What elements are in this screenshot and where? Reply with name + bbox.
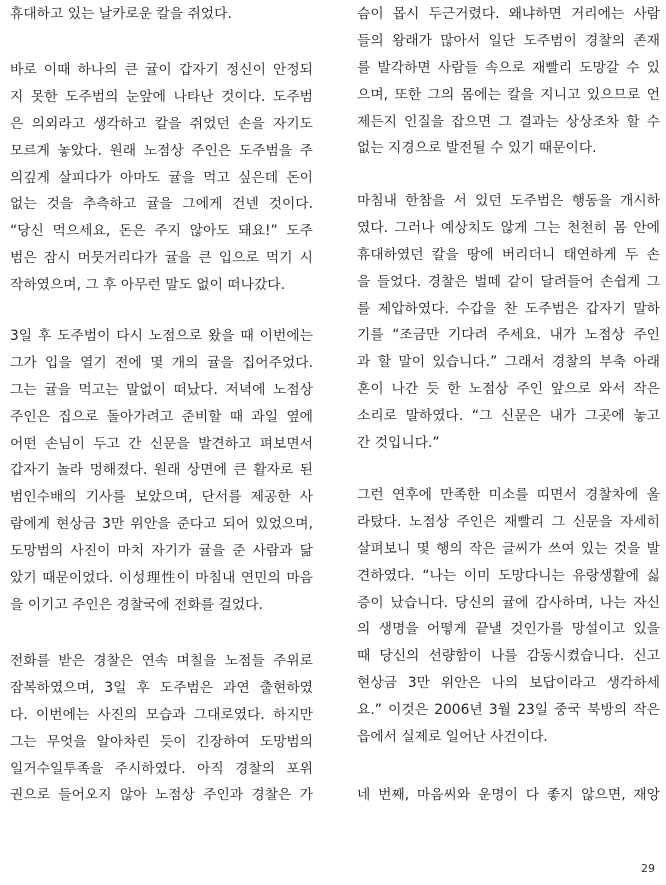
text-line: 요.” 이것은 2006년 3월 23일 중국 북방의 작은 (357, 702, 660, 719)
text-line: 일거수일투족을 주시하였다. 아직 경찰의 포위 (10, 760, 313, 777)
paragraph (10, 1, 313, 28)
text-line: 은 의외라고 생각하고 칼을 쥐었던 손을 자기도 (10, 115, 313, 132)
text-line: 그가 입을 열기 전에 몇 개의 귤을 집어주었다. (10, 354, 313, 371)
text-line: 전화를 받은 경찰은 연속 며칠을 노점들 주위로 (10, 653, 313, 669)
text-line: 소리로 말하였다. “그 신문은 내가 그곳에 놓고 (357, 408, 660, 425)
text-line: 혼이 나간 듯 한 노점상 주인 앞으로 와서 작은 (357, 381, 660, 398)
text-line: 람에게 현상금 3만 위안을 준다고 되어 있었으며, (10, 516, 313, 533)
text-line: 았기 때문이었다. 이성理性이 마침내 연민의 마음 (10, 570, 313, 587)
text-line: 지 못한 도주범의 눈앞에 나타난 것이다. 도주범 (10, 88, 313, 105)
paragraph (357, 482, 660, 751)
text-line: 잠복하였으며, 3일 후 도주범은 과연 출현하였 (10, 679, 313, 696)
text-line: 때 당신의 선량함이 나를 감동시켰습니다. 신고 (357, 648, 660, 665)
text-line: 다. 이번에는 사진의 모습과 그대로였다. 하지만 (10, 706, 313, 723)
text-line: 작하였으며, 그 후 아무런 말도 없이 떠나갔다. (10, 277, 285, 294)
text-line: 3일 후 도주범이 다시 노점으로 왔을 때 이번에는 (10, 328, 313, 344)
text-line: 견하였다. “나는 이미 도망다니는 유랑생활에 싫 (357, 567, 660, 584)
paragraph (10, 648, 313, 809)
text-line: 를 발각하면 사람들 속으로 재빨리 도망갈 수 있 (357, 59, 660, 76)
right-column (357, 0, 660, 820)
text-line: 주인은 집으로 돌아가려고 준비할 때 과일 옆에 (10, 408, 313, 425)
text-line: 권으로 들어오지 않아 노점상 주인과 경찰은 가 (10, 787, 313, 804)
paragraph (357, 188, 660, 457)
text-line: 현상금 3만 위안은 나의 보답이라고 생각하세 (357, 675, 660, 692)
text-line: 그는 귤을 먹고는 말없이 떠났다. 저녁에 노점상 (10, 381, 313, 398)
text-line: 모르게 놓았다. 원래 노점상 주인은 도주범을 주 (10, 142, 313, 159)
text-line: 어떤 손님이 두고 간 신문을 발견하고 펴보면서 (10, 435, 313, 452)
text-line: 의깊게 살피다가 아마도 귤을 먹고 싶은데 돈이 (10, 169, 313, 186)
paragraph (357, 782, 660, 809)
paragraph (357, 1, 660, 162)
text-line: 슴이 몹시 두근거렸다. 왜냐하면 거리에는 사람 (357, 6, 660, 22)
text-line: 였다. 그러나 예상치도 않게 그는 천천히 몸 안에 (357, 219, 660, 236)
paragraph (10, 323, 313, 619)
text-line: 를 제압하였다. 수갑을 찬 도주범은 갑자기 말하 (357, 300, 660, 317)
page-number: 29 (641, 862, 655, 875)
text-line: 라탔다. 노점상 주인은 재빨리 그 신문을 자세히 (357, 513, 660, 530)
text-line: 네 번째, 마음씨와 운명이 다 좋지 않으면, 재앙 (357, 787, 660, 803)
text-line: 으며, 또한 그의 몸에는 칼을 지니고 있으므로 언 (357, 86, 660, 103)
paragraph (10, 57, 313, 299)
text-line: 범인수배의 기사를 보았으며, 단서를 제공한 사 (10, 489, 313, 506)
text-line: 제든지 인질을 잡으면 그 결과는 상상조차 할 수 (357, 113, 660, 130)
text-line: 간 것입니다.” (357, 435, 440, 452)
text-line: 마침내 한참을 서 있던 도주범은 행동을 개시하 (357, 193, 660, 209)
text-line: 을 들었다. 경찰은 벌떼 같이 달려들어 손쉽게 그 (357, 273, 660, 290)
text-line: “당신 먹으세요, 돈은 주지 않아도 돼요!” 도주 (10, 223, 313, 240)
text-line: 기를 “조금만 기다려 주세요. 내가 노점상 주인 (357, 327, 660, 344)
text-line: 읍에서 실제로 일어난 사건이다. (357, 729, 548, 746)
text-line: 증이 났습니다. 당신의 귤에 감사하며, 나는 자신 (357, 594, 660, 611)
text-line: 을 이기고 주인은 경찰국에 전화를 걸었다. (10, 596, 263, 613)
text-line: 범은 잠시 머뭇거리다가 귤을 큰 입으로 먹기 시 (10, 250, 313, 267)
text-line: 휴대하고 있는 날카로운 칼을 쥐었다. (10, 6, 232, 22)
text-line: 그런 연후에 만족한 미소를 띠면서 경찰차에 올 (357, 487, 660, 503)
text-line: 과 할 말이 있습니다.” 그래서 경찰의 부축 아래 (357, 354, 660, 371)
text-line: 바로 이때 하나의 큰 귤이 갑자기 정신이 안정되 (10, 62, 313, 78)
text-line: 없는 지경으로 발전될 수 있기 때문이다. (357, 140, 597, 157)
text-line: 휴대하였던 칼을 땅에 버리더니 태연하게 두 손 (357, 246, 660, 263)
text-line: 도망범의 사진이 마치 자기가 귤을 준 사람과 닮 (10, 543, 313, 560)
text-line: 갑자기 놀라 멍해졌다. 원래 상면에 큰 활자로 된 (10, 462, 313, 479)
text-line: 없는 것을 추측하고 귤을 그에게 건넨 것이다. (10, 196, 313, 213)
text-line: 살펴보니 몇 행의 작은 글씨가 쓰여 있는 것을 발 (357, 540, 660, 557)
text-line: 들의 왕래가 많아서 일단 도주범이 경찰의 존재 (357, 32, 660, 49)
text-line: 그는 무엇을 알아차린 듯이 긴장하여 도망범의 (10, 733, 313, 750)
text-line: 의 생명을 어떻게 끝낼 것인가를 망설이고 있을 (357, 621, 660, 638)
left-column (10, 0, 313, 820)
